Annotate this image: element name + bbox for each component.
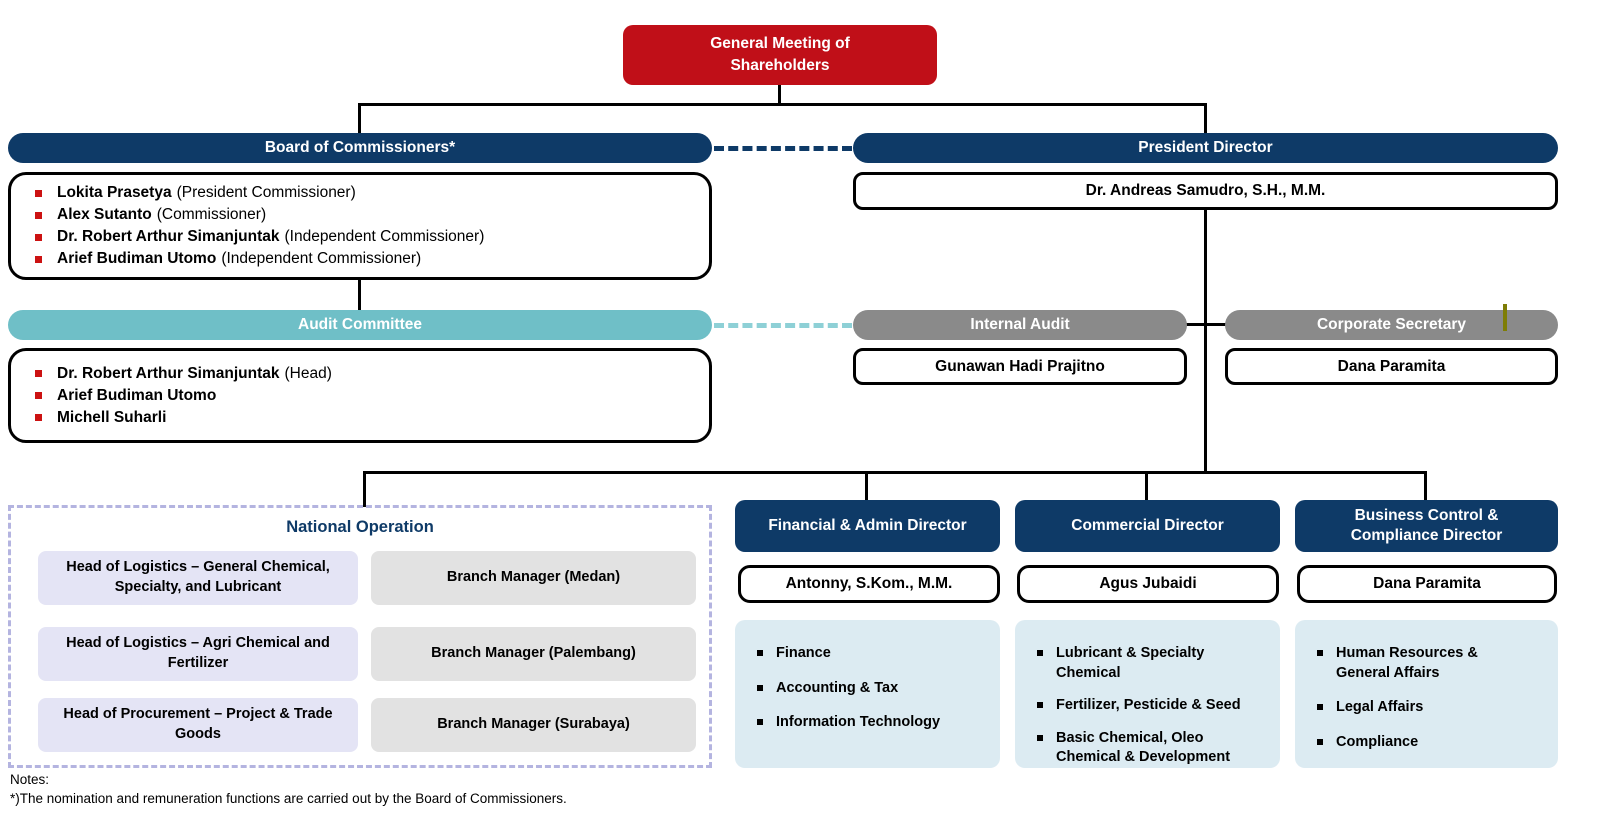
internal-audit-bar	[853, 310, 1187, 340]
list-item	[1311, 644, 1514, 683]
board-member	[35, 206, 699, 224]
commercial-director-bar	[1015, 500, 1280, 552]
list-item	[1031, 729, 1268, 768]
national-operation-cell	[38, 627, 358, 681]
item-label: Information Technology	[776, 714, 941, 731]
bullet-icon	[1317, 650, 1323, 656]
board-member	[35, 250, 699, 268]
cell-label: Head of Logistics – Agri Chemical and Fertilizer	[66, 635, 330, 671]
connector-line	[358, 278, 361, 312]
bullet-icon	[1037, 650, 1043, 656]
president-director-name: Dr. Andreas Samudro, S.H., M.M.	[1085, 182, 1326, 199]
list-item	[751, 713, 988, 733]
internal-audit-title: Internal Audit	[970, 316, 1070, 333]
connector-line	[778, 83, 781, 105]
audit-member	[35, 387, 699, 405]
financial-admin-director-bar	[735, 500, 1000, 552]
bullet-icon	[35, 256, 42, 263]
bullet-icon	[35, 414, 42, 421]
business-control-director-title: Business Control & Compliance Director	[1350, 506, 1503, 544]
connector-line	[358, 103, 1207, 106]
list-item	[1311, 698, 1514, 718]
bullet-icon	[35, 212, 42, 219]
business-control-director-bar	[1295, 500, 1558, 552]
financial-admin-director-name-box	[738, 565, 1000, 603]
corporate-secretary-name-box	[1225, 348, 1558, 385]
connector-line	[1145, 471, 1148, 502]
list-item	[751, 644, 988, 664]
cell-label: Head of Procurement – Project & Trade Goods	[63, 706, 333, 742]
board-member	[35, 184, 699, 202]
audit-member	[35, 365, 699, 383]
audit-committee-bar	[8, 310, 712, 340]
item-label: Human Resources & General Affairs	[1336, 645, 1478, 681]
financial-admin-director-list	[735, 620, 1000, 768]
dashed-connector-commissioners-president	[714, 146, 852, 151]
bullet-icon	[1317, 704, 1323, 710]
internal-audit-name: Gunawan Hadi Prajitno	[935, 357, 1105, 375]
cell-label: Head of Logistics – General Chemical, Specialty, and Lubricant	[66, 559, 330, 595]
notes-text: *)The nomination and remuneration functions are carried out by the Board of Commissioners.	[10, 791, 567, 806]
national-operation-cell	[371, 627, 696, 681]
list-item	[1311, 733, 1514, 753]
connector-line	[1424, 471, 1427, 502]
board-of-commissioners-bar	[8, 133, 712, 163]
member-role: (Head)	[284, 364, 332, 382]
cell-label: Branch Manager (Surabaya)	[437, 716, 630, 733]
item-label: Compliance	[1336, 733, 1419, 750]
member-name: Lokita Prasetya	[57, 184, 172, 201]
audit-members-box	[8, 348, 712, 443]
national-operation-cell	[371, 551, 696, 605]
bullet-icon	[35, 190, 42, 197]
bullet-icon	[1317, 739, 1323, 745]
business-control-director-name-box	[1297, 565, 1557, 603]
bullet-icon	[757, 650, 763, 656]
national-operation-title: National Operation	[286, 518, 434, 536]
commercial-director-title: Commercial Director	[1071, 516, 1224, 534]
item-label: Legal Affairs	[1336, 699, 1424, 716]
board-members-box	[8, 172, 712, 280]
cell-label: Branch Manager (Palembang)	[431, 645, 636, 662]
cursor-artifact	[1503, 304, 1507, 331]
board-member	[35, 228, 699, 246]
financial-admin-director-title: Financial & Admin Director	[768, 516, 967, 534]
dashed-connector-audit-internal	[714, 323, 852, 328]
member-name: Dr. Robert Arthur Simanjuntak	[57, 364, 280, 382]
member-role: (Independent Commissioner)	[284, 228, 485, 245]
president-director-title: President Director	[1138, 139, 1273, 156]
member-name: Dr. Robert Arthur Simanjuntak	[57, 228, 280, 245]
item-label: Basic Chemical, Oleo Chemical & Development	[1056, 729, 1231, 766]
national-operation-box	[8, 505, 712, 768]
bullet-icon	[757, 685, 763, 691]
national-operation-cell	[38, 551, 358, 605]
cell-label: Branch Manager (Medan)	[446, 569, 621, 586]
member-name: Alex Sutanto	[57, 206, 152, 223]
president-director-bar	[853, 133, 1558, 163]
internal-audit-name-box	[853, 348, 1187, 385]
corporate-secretary-title: Corporate Secretary	[1316, 316, 1467, 333]
connector-line	[363, 471, 1427, 474]
connector-line	[1204, 103, 1207, 135]
connector-line	[358, 103, 361, 135]
connector-line	[865, 471, 868, 502]
list-item	[1031, 696, 1268, 716]
item-label: Finance	[776, 645, 831, 661]
president-director-name-box	[853, 172, 1558, 210]
connector-line	[1204, 208, 1207, 473]
member-role: (Independent Commissioner)	[221, 250, 422, 267]
corporate-secretary-bar	[1225, 310, 1558, 340]
member-role: (Commissioner)	[156, 206, 267, 223]
member-name: Michell Suharli	[57, 408, 167, 426]
audit-committee-title: Audit Committee	[298, 316, 422, 333]
item-label: Fertilizer, Pesticide & Seed	[1056, 697, 1241, 714]
item-label: Accounting & Tax	[776, 679, 899, 696]
connector-line	[1185, 323, 1227, 326]
shareholders-box	[623, 25, 937, 85]
member-role: (President Commissioner)	[176, 184, 356, 201]
bullet-icon	[35, 392, 42, 399]
item-label: Lubricant & Specialty Chemical	[1056, 645, 1205, 681]
member-name: Arief Budiman Utomo	[57, 250, 217, 267]
national-operation-cell	[38, 698, 358, 752]
financial-admin-director-name: Antonny, S.Kom., M.M.	[785, 575, 953, 592]
member-name: Arief Budiman Utomo	[57, 386, 217, 404]
audit-member	[35, 409, 699, 427]
commercial-director-name: Agus Jubaidi	[1099, 575, 1197, 592]
bullet-icon	[757, 719, 763, 725]
bullet-icon	[1037, 735, 1043, 741]
business-control-director-list	[1295, 620, 1558, 768]
shareholders-title: General Meeting of Shareholders	[710, 35, 850, 74]
connector-line	[363, 471, 366, 507]
list-item	[751, 679, 988, 699]
bullet-icon	[35, 234, 42, 241]
list-item	[1031, 644, 1268, 683]
bullet-icon	[35, 370, 42, 377]
board-of-commissioners-title: Board of Commissioners*	[264, 139, 456, 156]
notes-label: Notes:	[10, 772, 50, 787]
corporate-secretary-name: Dana Paramita	[1337, 357, 1446, 375]
national-operation-cell	[371, 698, 696, 752]
commercial-director-list	[1015, 620, 1280, 768]
commercial-director-name-box	[1017, 565, 1279, 603]
bullet-icon	[1037, 702, 1043, 708]
business-control-director-name: Dana Paramita	[1373, 575, 1481, 592]
